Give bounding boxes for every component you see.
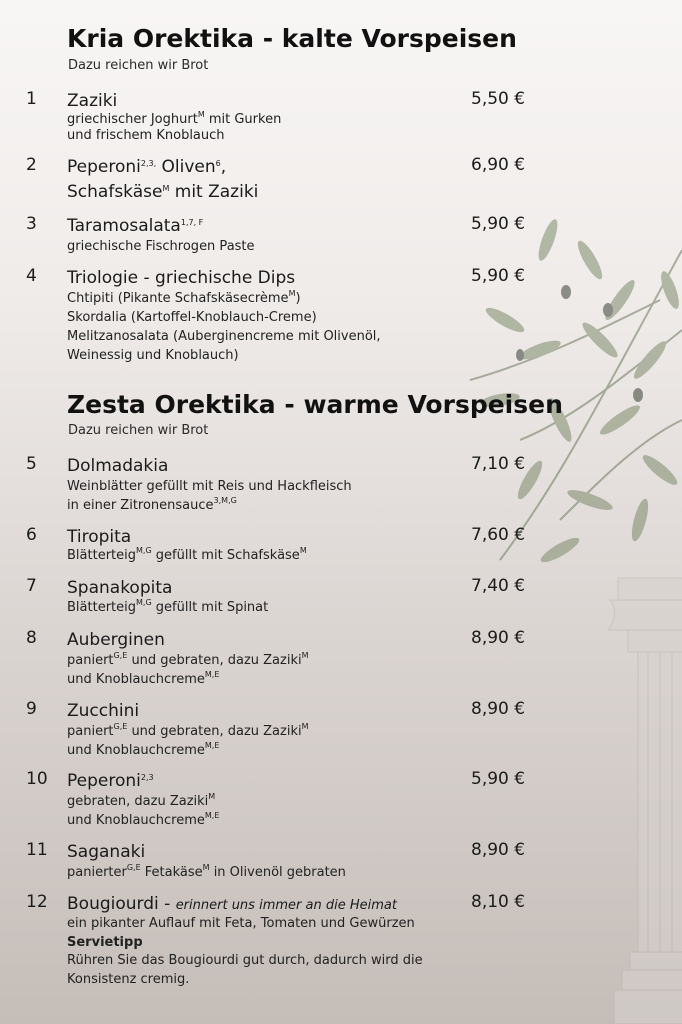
- item-price: 8,10 €: [471, 892, 526, 912]
- item-number: 3: [26, 214, 37, 234]
- item-description: paniert$^{G,E}$ und gebraten, dazu Zaziki$^M$: [67, 651, 309, 668]
- item-price: 7,40 €: [471, 576, 526, 596]
- item-name: Bougiourdi - erinnert uns immer an die Heimat: [67, 894, 397, 914]
- item-price: 5,50 €: [471, 89, 526, 109]
- item-description: und frischem Knoblauch: [67, 128, 225, 143]
- item-number: 10: [26, 769, 48, 789]
- item-name-line2: Schafskäse$^M$ mit Zaziki: [67, 182, 259, 202]
- item-number: 8: [26, 628, 37, 648]
- item-description: Blätterteig$^{M,G}$ gefüllt mit Schafskäse$^M$: [67, 546, 307, 563]
- item-description: panierter$^{G,E}$ Fetakäse$^M$ in Olivenöl gebraten: [67, 863, 346, 880]
- item-description: und Knoblauchcreme$^{M,E}$: [67, 811, 220, 828]
- item-number: 9: [26, 699, 37, 719]
- serving-tip-heading: Servietipp: [67, 935, 143, 950]
- item-number: 5: [26, 454, 37, 474]
- item-price: 8,90 €: [471, 699, 526, 719]
- item-name: Zaziki: [67, 91, 118, 111]
- item-name: Spanakopita: [67, 578, 173, 598]
- item-description: ein pikanter Auflauf mit Feta, Tomaten und Gewürzen: [67, 916, 415, 931]
- item-price: 6,90 €: [471, 155, 526, 175]
- item-number: 7: [26, 576, 37, 596]
- section-title-warm: Zesta Orektika - warme Vorspeisen: [67, 390, 563, 419]
- item-tagline: erinnert uns immer an die Heimat: [175, 898, 397, 913]
- item-description: Melitzanosalata (Auberginencreme mit Olivenöl,: [67, 329, 381, 344]
- item-description: griechischer Joghurt$^M$ mit Gurken: [67, 110, 282, 127]
- item-price: 7,60 €: [471, 525, 526, 545]
- item-description: griechische Fischrogen Paste: [67, 239, 255, 254]
- item-description: in einer Zitronensauce$^{3,M,G}$: [67, 496, 237, 513]
- item-name: Auberginen: [67, 630, 165, 650]
- item-price: 5,90 €: [471, 214, 526, 234]
- item-description: und Knoblauchcreme$^{M,E}$: [67, 670, 220, 687]
- item-description: Weinblätter gefüllt mit Reis und Hackfleisch: [67, 479, 352, 494]
- item-price: 5,90 €: [471, 769, 526, 789]
- item-name: Peperoni$^{2,3,}$ Oliven$^6$,: [67, 157, 227, 177]
- section-subtitle-cold: Dazu reichen wir Brot: [68, 58, 209, 73]
- item-number: 2: [26, 155, 37, 175]
- item-description: Konsistenz cremig.: [67, 972, 190, 987]
- item-description: Blätterteig$^{M,G}$ gefüllt mit Spinat: [67, 598, 269, 615]
- column-illustration: [608, 578, 682, 1024]
- section-subtitle-warm: Dazu reichen wir Brot: [68, 423, 209, 438]
- item-number: 6: [26, 525, 37, 545]
- item-name: Taramosalata$^{1,7, F}$: [67, 216, 204, 236]
- item-name: Peperoni$^{2,3}$: [67, 771, 154, 791]
- item-price: 8,90 €: [471, 628, 526, 648]
- item-number: 12: [26, 892, 48, 912]
- item-description: Rühren Sie das Bougiourdi gut durch, dadurch wird die: [67, 953, 423, 968]
- item-description: Skordalia (Kartoffel-Knoblauch-Creme): [67, 310, 317, 325]
- item-number: 1: [26, 89, 37, 109]
- item-price: 5,90 €: [471, 266, 526, 286]
- item-price: 7,10 €: [471, 454, 526, 474]
- item-description: Chtipiti (Pikante Schafskäsecrème$^M$): [67, 289, 301, 306]
- item-description: gebraten, dazu Zaziki$^M$: [67, 792, 216, 809]
- item-number: 11: [26, 840, 48, 860]
- item-price: 8,90 €: [471, 840, 526, 860]
- item-description: Weinessig und Knoblauch): [67, 348, 239, 363]
- item-name: Saganaki: [67, 842, 146, 862]
- item-number: 4: [26, 266, 37, 286]
- item-name: Dolmadakia: [67, 456, 169, 476]
- item-name: Triologie - griechische Dips: [67, 268, 296, 288]
- item-description: und Knoblauchcreme$^{M,E}$: [67, 741, 220, 758]
- item-name: Zucchini: [67, 701, 140, 721]
- item-description: paniert$^{G,E}$ und gebraten, dazu Zaziki$^M$: [67, 722, 309, 739]
- section-title-cold: Kria Orektika - kalte Vorspeisen: [67, 24, 517, 53]
- item-name: Tiropita: [67, 527, 132, 547]
